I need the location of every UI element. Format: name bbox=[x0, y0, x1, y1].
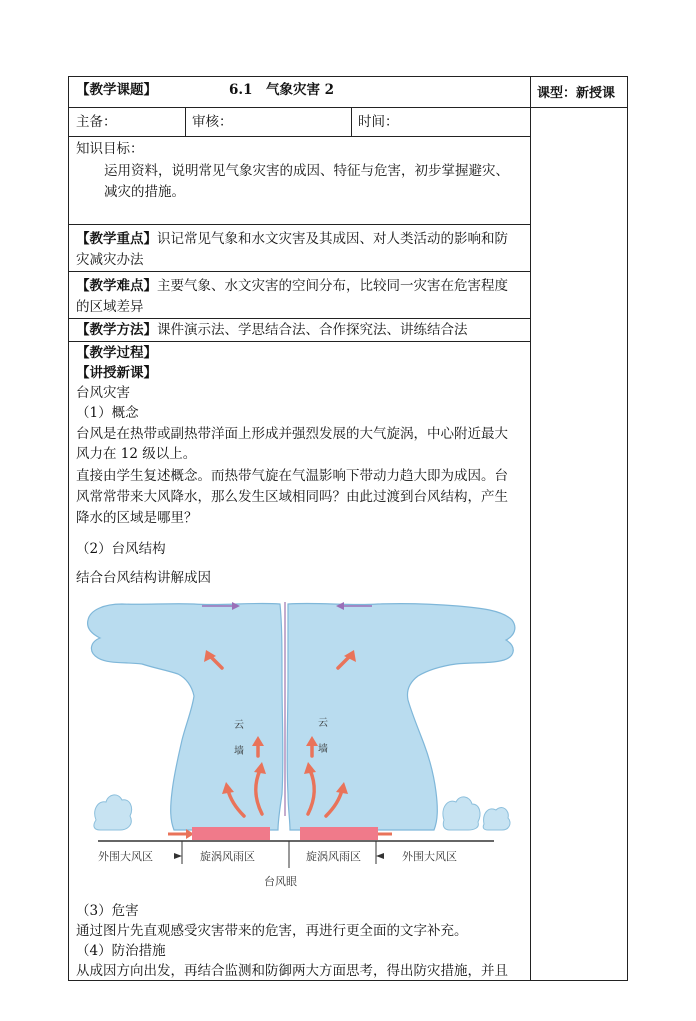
difficult-points-text: 主要气象、水文灾害的空间分布，比较同一灾害在危害程度 bbox=[157, 278, 508, 294]
page-title: 6.1 气象灾害 2 bbox=[229, 82, 335, 98]
right-outer-wind-label: 外围大风区 bbox=[402, 850, 457, 863]
right-rain-band bbox=[300, 827, 378, 840]
paragraph-line: 降水的区域是哪里？ bbox=[76, 510, 198, 526]
typhoon-eye-label: 台风眼 bbox=[264, 875, 297, 888]
left-wall-label: 墙 bbox=[234, 746, 244, 757]
row-divider bbox=[68, 271, 530, 272]
objectives-line: 运用资料，说明常见气象灾害的成因、特征与危害，初步掌握避灾、 bbox=[104, 163, 509, 179]
methods-label: 【教学方法】 bbox=[76, 322, 157, 338]
paragraph-line: 从成因方向出发，再结合监测和防御两大方面思考，得出防灾措施，并且 bbox=[76, 963, 508, 979]
key-points-line: 灾减灾办法 bbox=[76, 252, 144, 268]
typhoon-structure-diagram bbox=[82, 598, 522, 896]
difficult-points-line: 的区域差异 bbox=[76, 299, 144, 315]
key-points bbox=[76, 229, 508, 249]
row-divider bbox=[68, 224, 530, 225]
key-points-text: 识记常见气象和水文灾害及其成因、对人类活动的影响和防 bbox=[157, 231, 508, 247]
left-outer-pointer bbox=[174, 853, 182, 859]
title-label: 【教学课题】 bbox=[76, 82, 157, 98]
left-wall-label: 云 bbox=[234, 720, 244, 731]
paragraph-line: 结合台风结构讲解成因 bbox=[76, 570, 211, 586]
row-divider bbox=[68, 136, 530, 137]
time-field: 时间： bbox=[358, 114, 399, 130]
right-spiral-rain-label: 旋涡风雨区 bbox=[306, 850, 361, 863]
right-wall-label: 云 bbox=[318, 718, 328, 729]
lesson-type: 课型：新授课 bbox=[537, 86, 616, 101]
reviewer-field: 审核： bbox=[192, 114, 233, 130]
paragraph-line: 风力在 12 级以上。 bbox=[76, 446, 197, 462]
objectives-label: 知识目标： bbox=[76, 141, 144, 157]
column-divider bbox=[530, 76, 531, 981]
difficult-points-label: 【教学难点】 bbox=[76, 278, 157, 294]
key-points-label: 【教学重点】 bbox=[76, 231, 157, 247]
left-rain-band bbox=[192, 827, 270, 840]
topic: 台风灾害 bbox=[76, 385, 130, 401]
section-title: （2）台风结构 bbox=[76, 541, 166, 557]
column-divider bbox=[185, 107, 186, 136]
section-title: （3）危害 bbox=[76, 903, 139, 919]
row-divider bbox=[68, 341, 530, 342]
left-small-cloud bbox=[94, 795, 132, 830]
right-outer-pointer bbox=[376, 853, 384, 859]
preparer-field: 主备： bbox=[76, 114, 117, 130]
new-lesson-label: 【讲授新课】 bbox=[76, 365, 157, 381]
section-title: （1）概念 bbox=[76, 405, 139, 421]
difficult-points bbox=[76, 276, 508, 296]
right-small-cloud bbox=[443, 797, 480, 830]
paragraph-line: 直接由学生复述概念。而热带气旋在气温影响下带动力趋大即为成因。台 bbox=[76, 468, 508, 484]
right-wall-label: 墙 bbox=[318, 744, 328, 755]
paragraph-line: 台风是在热带或副热带洋面上形成并强烈发展的大气旋涡，中心附近最大 bbox=[76, 426, 508, 442]
right-far-cloud bbox=[483, 808, 510, 830]
section-title: （4）防治措施 bbox=[76, 943, 166, 959]
methods-text: 课件演示法、学思结合法、合作探究法、讲练结合法 bbox=[157, 322, 468, 338]
process-label: 【教学过程】 bbox=[76, 345, 157, 361]
objectives-line: 减灾的措施。 bbox=[104, 184, 185, 200]
left-outer-wind-label: 外围大风区 bbox=[98, 850, 153, 863]
row-divider bbox=[68, 318, 530, 319]
methods bbox=[76, 320, 468, 340]
paragraph-line: 通过图片先直观感受灾害带来的危害，再进行更全面的文字补充。 bbox=[76, 923, 468, 939]
row-divider bbox=[68, 107, 628, 108]
paragraph-line: 风常常带来大风降水，那么发生区域相同吗？由此过渡到台风结构，产生 bbox=[76, 489, 508, 505]
left-spiral-rain-label: 旋涡风雨区 bbox=[200, 850, 255, 863]
column-divider bbox=[351, 107, 352, 136]
